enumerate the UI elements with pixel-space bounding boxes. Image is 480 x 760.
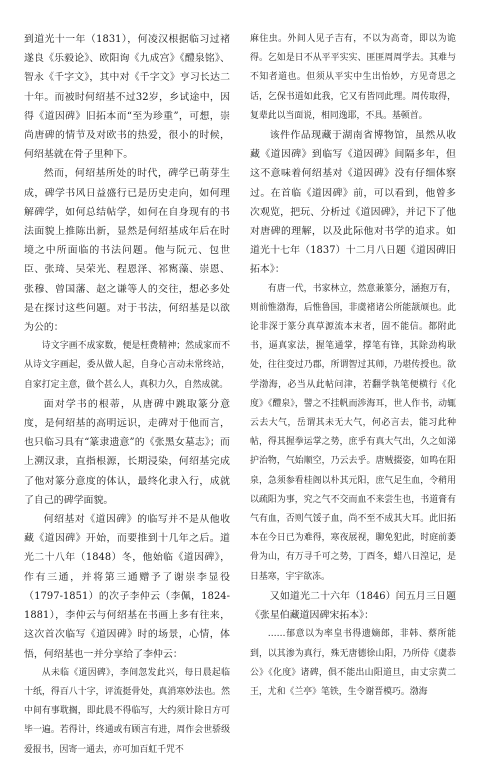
quotation: ……郁意以为率皇书得遗嫡郎，非韩、蔡所能到，以其渗为真行，殊无唐德徐山阳，乃所侍《虞恭公》《化度》诸碑，俱不能出山阳道旦，由丈宗黄二王，尤和《兰亭》笔铁，生令谢晋模巧。渤海 (250, 629, 456, 697)
paragraph: 又如道光二十六年（1846）闰五月三日题《张星伯藏道因碑宋拓本》： (250, 590, 456, 622)
quotation: 麻住虫。外间人见子吉有，不以为高奇，即以为诡得。乞如是日不从平平实实、匪匪周周学去。其难与不知者道也。但须从平实中生出怡妙，方见奇思之话，乞保书道如此我，它又有皆同此理。周传取得，复辈此以当面说，相同逸耶，不具。基顿首。 (250, 34, 456, 121)
paragraph: 到道光十一年（1831），何凌汉根据临习过褚遂良《乐毅论》、欧阳询《九成宫》《醴泉铭》、智永《千字文》，其中对《千字文》亨习长达二十年。而被时何绍基不过32岁，乡试途中，因得《道因碑》旧拓本而“至为珍重”，可想，崇尚唐碑的情节及对欧书的热爱，很小的时候，何绍基就在骨子里种下。 (24, 34, 230, 161)
paragraph: 该件作品现藏于湖南省博物馆，虽然从收藏《道因碑》到临写《道因碑》间隔多年，但这不意味着何绍基对《道因碑》没有仔细体察过。在首临《道因碑》前，可以看到，他曾多次观览，把玩、分析过《道因碑》，并记下了他对唐碑的理解，以及此际他对书学的追求。如道光十七年（1837）十二月八日题《道因碑旧拓本》： (250, 130, 456, 276)
quotation: 诗文字画不成家数，便是枉费精神；然成家而不从诗文字画起，委从做人起，自身心言动未常终站，自家打定主意，做个甚么人，真积力久，自然成就。 (24, 341, 230, 390)
paragraph: 然而，何绍基所处的时代，碑学已萌芽生成，碑学书风日益盛行已是历史走向，如何理解碑学，如何总结帖学，如何在自身现有的书法面貌上推陈出新，显然是何绍基成年后在时境之中所面临的书法问题。他与阮元、包世臣、张琦、吴荣光、程恩泽、祁寯藻、崇恩、张穆、曾国藩、赵之谦等人的交往，想必多处是在探讨这些问题。对于书法，何绍基是以欲为公的： (24, 168, 230, 334)
left-column (24, 30, 230, 755)
paragraph: 面对学书的根蒂，从唐碑中跳取篆分意度，是何绍基的高明远识，走碑对于他而言，也只临习具有“篆隶遗意”的《张黑女墓志》；而上溯汉隶，直指根源，长期浸染，何绍基完成了他对篆分意度的体认，最终化隶入行，成就了自己的碑学面貌。 (24, 398, 230, 506)
quotation: 有唐一代，书家林立，然意兼篆分，涵抱万有，则前惟渤海，后惟鲁国，非虞褚诸公所能颉颃也。此论非深于篆分真草源流本末者，固不能信。都附此书，逼真家法，握笔通掌，撑笔有锋，其除劲构耿处，往往变过乃郡，所谓智过其师，乃堪传授也。欲学渤海，必当从此帖问津，若翻学執笔便横行《化度》《醴泉》，譬之不挂帆而渉海耳，世人作书，动辄云去大气，岳谓其未无大气，何必言去，能习此种帖，得其握拳运掌之势，庶乎有真大气出，久之如涕护治物，气始顺空，乃云去乎。唐贼掇姿，如鸣在阳泉，急须参看桂阁以朴其元阳，庶气足生血，令稍用以疏阳为事，究之气不交而血不来尝生也，书道膏有气有血，否则气馁子血，尚不至不成其大耳。此旧拓本在今日已为难得，寒夜展视，聊免犯此，时庭前萎骨为山，有万寻千可之势，丁酉冬，蜡八日湟记，是日基寒，宇宇欲冻。 (250, 283, 456, 582)
paragraph: 何绍基对《道因碑》的临写并不是从他收藏《道因碑》开始，而要推到十几年之后。道光二十八年（1848）冬，他始临《道因碑》，作有三通，并将第三通赠予了谢崇李显役（1797-1851）的次子李仲云（李佩，1824-1881），李仲云与何绍基在书画上多有往来，这次首次临写《道因碑》时的场景，心情，体悟，何绍基也一并分享给了李仲云： (24, 514, 230, 660)
right-column (250, 30, 456, 697)
quotation: 从未临《道因碑》，李间忽发此兴，每日晨起临十纸，得百八十字，评流挺骨处，真消寒妙法也。然中间有事耽搁，即此晨不得临写，大约须计除日方可毕一遍。若得计，终通或有顾言有进，周作会世骄级爱报书，因寄一通去，亦可加百虹千咒不 (24, 667, 230, 755)
